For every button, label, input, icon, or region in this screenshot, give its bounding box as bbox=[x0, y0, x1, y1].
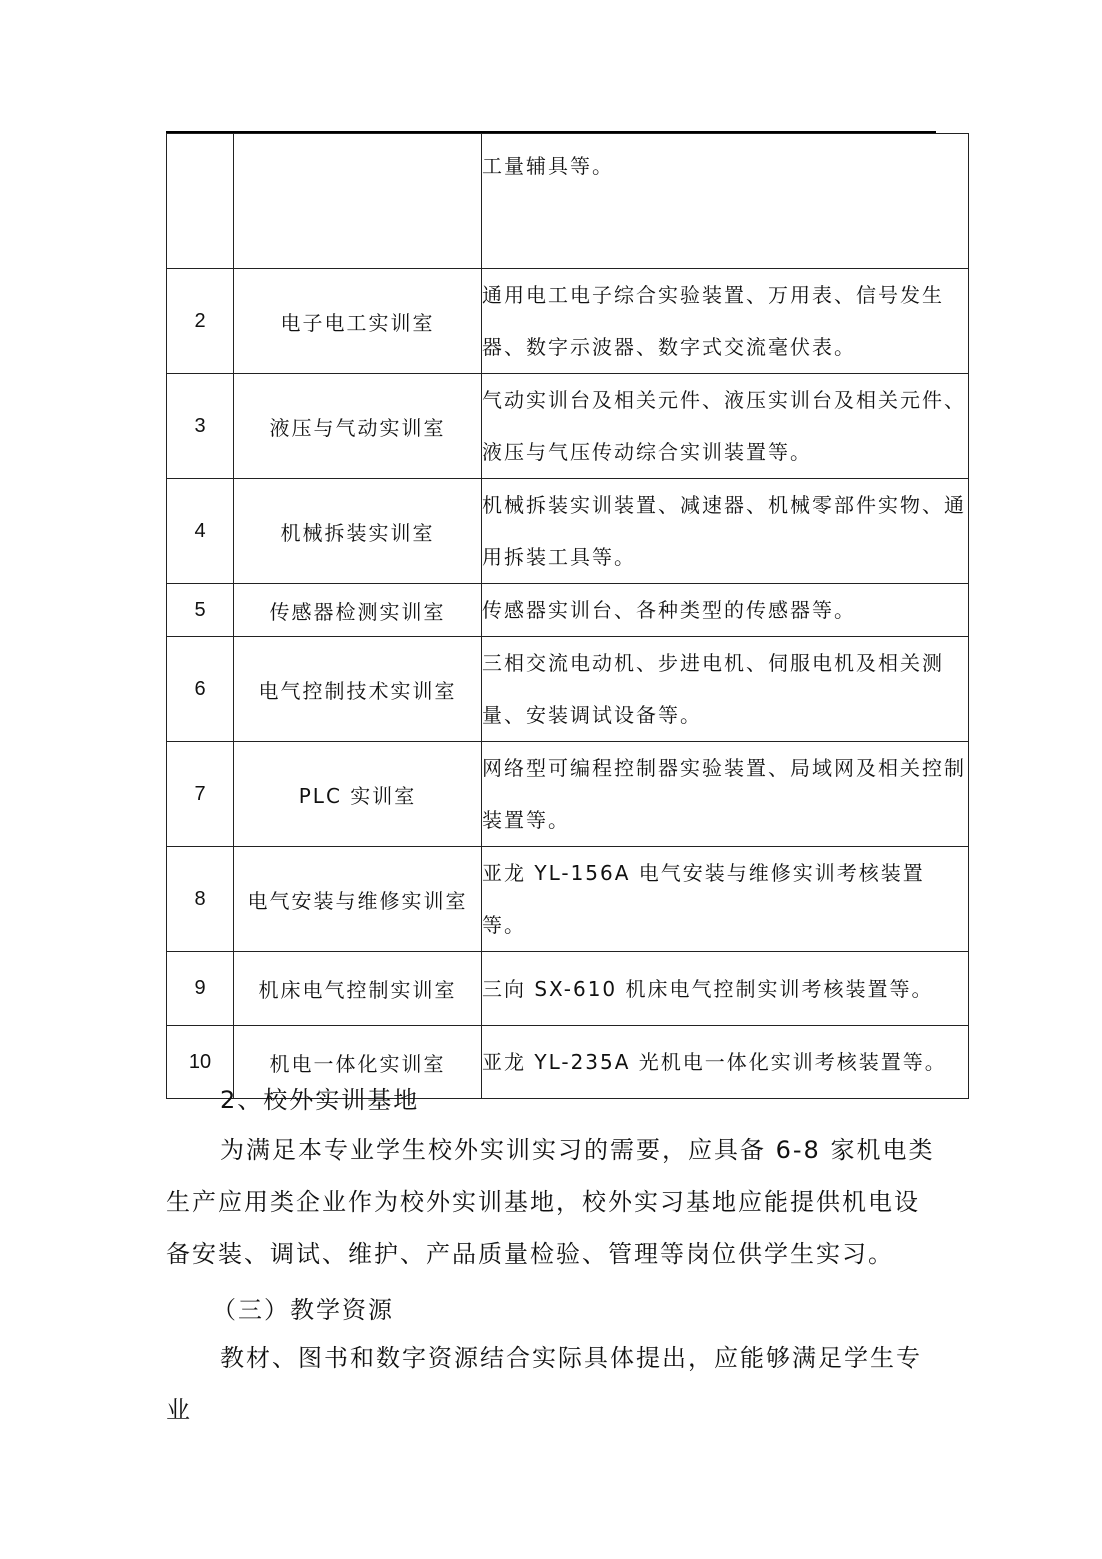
room-name: 机电一体化实训室 bbox=[234, 1026, 482, 1099]
table-row bbox=[167, 584, 969, 637]
equipment-description: 网络型可编程控制器实验装置、局域网及相关控制装置等。 bbox=[482, 742, 969, 847]
row-number: 9 bbox=[167, 952, 234, 1026]
row-number: 8 bbox=[167, 847, 234, 952]
section-heading-teaching-resources: （三）教学资源 bbox=[212, 1296, 394, 1324]
section-heading-offcampus: 2、校外实训基地 bbox=[220, 1086, 420, 1114]
room-name: 电气控制技术实训室 bbox=[234, 637, 482, 742]
table-row bbox=[167, 269, 969, 374]
row-number: 6 bbox=[167, 637, 234, 742]
table-row bbox=[167, 637, 969, 742]
room-name: PLC 实训室 bbox=[234, 742, 482, 847]
row-number: 7 bbox=[167, 742, 234, 847]
equipment-description: 亚龙 YL-235A 光机电一体化实训考核装置等。 bbox=[482, 1026, 969, 1099]
table-row bbox=[167, 374, 969, 479]
equipment-description: 气动实训台及相关元件、液压实训台及相关元件、液压与气压传动综合实训装置等。 bbox=[482, 374, 969, 479]
paragraph-teaching-resources bbox=[166, 1332, 936, 1436]
equipment-description: 亚龙 YL-156A 电气安装与维修实训考核装置等。 bbox=[482, 847, 969, 952]
room-name: 电子电工实训室 bbox=[234, 269, 482, 374]
equipment-description: 机械拆装实训装置、减速器、机械零部件实物、通用拆装工具等。 bbox=[482, 479, 969, 584]
room-name bbox=[234, 134, 482, 269]
room-name: 液压与气动实训室 bbox=[234, 374, 482, 479]
paragraph-offcampus bbox=[166, 1124, 936, 1280]
row-number: 3 bbox=[167, 374, 234, 479]
row-number: 5 bbox=[167, 584, 234, 637]
row-number: 2 bbox=[167, 269, 234, 374]
equipment-description: 工量辅具等。 bbox=[482, 134, 969, 269]
row-number: 10 bbox=[167, 1026, 234, 1099]
equipment-description: 三向 SX-610 机床电气控制实训考核装置等。 bbox=[482, 952, 969, 1026]
paragraph-teaching-resources-text: 教材、图书和数字资源结合实际具体提出，应能够满足学生专业 bbox=[166, 1344, 922, 1424]
table-row bbox=[167, 847, 969, 952]
paragraph-offcampus-text: 为满足本专业学生校外实训实习的需要，应具备 6-8 家机电类生产应用类企业作为校外实训基地，校外实习基地应能提供机电设备安装、调试、维护、产品质量检验、管理等岗位供学生实习。 bbox=[166, 1136, 935, 1268]
table-row bbox=[167, 134, 969, 269]
room-name: 机床电气控制实训室 bbox=[234, 952, 482, 1026]
table-row bbox=[167, 479, 969, 584]
equipment-description: 三相交流电动机、步进电机、伺服电机及相关测量、安装调试设备等。 bbox=[482, 637, 969, 742]
row-number bbox=[167, 134, 234, 269]
equipment-description: 通用电工电子综合实验装置、万用表、信号发生器、数字示波器、数字式交流毫伏表。 bbox=[482, 269, 969, 374]
equipment-description: 传感器实训台、各种类型的传感器等。 bbox=[482, 584, 969, 637]
room-name: 传感器检测实训室 bbox=[234, 584, 482, 637]
room-name: 电气安装与维修实训室 bbox=[234, 847, 482, 952]
row-number: 4 bbox=[167, 479, 234, 584]
equipment-table bbox=[166, 133, 969, 1099]
table-row bbox=[167, 952, 969, 1026]
room-name: 机械拆装实训室 bbox=[234, 479, 482, 584]
table-row bbox=[167, 742, 969, 847]
